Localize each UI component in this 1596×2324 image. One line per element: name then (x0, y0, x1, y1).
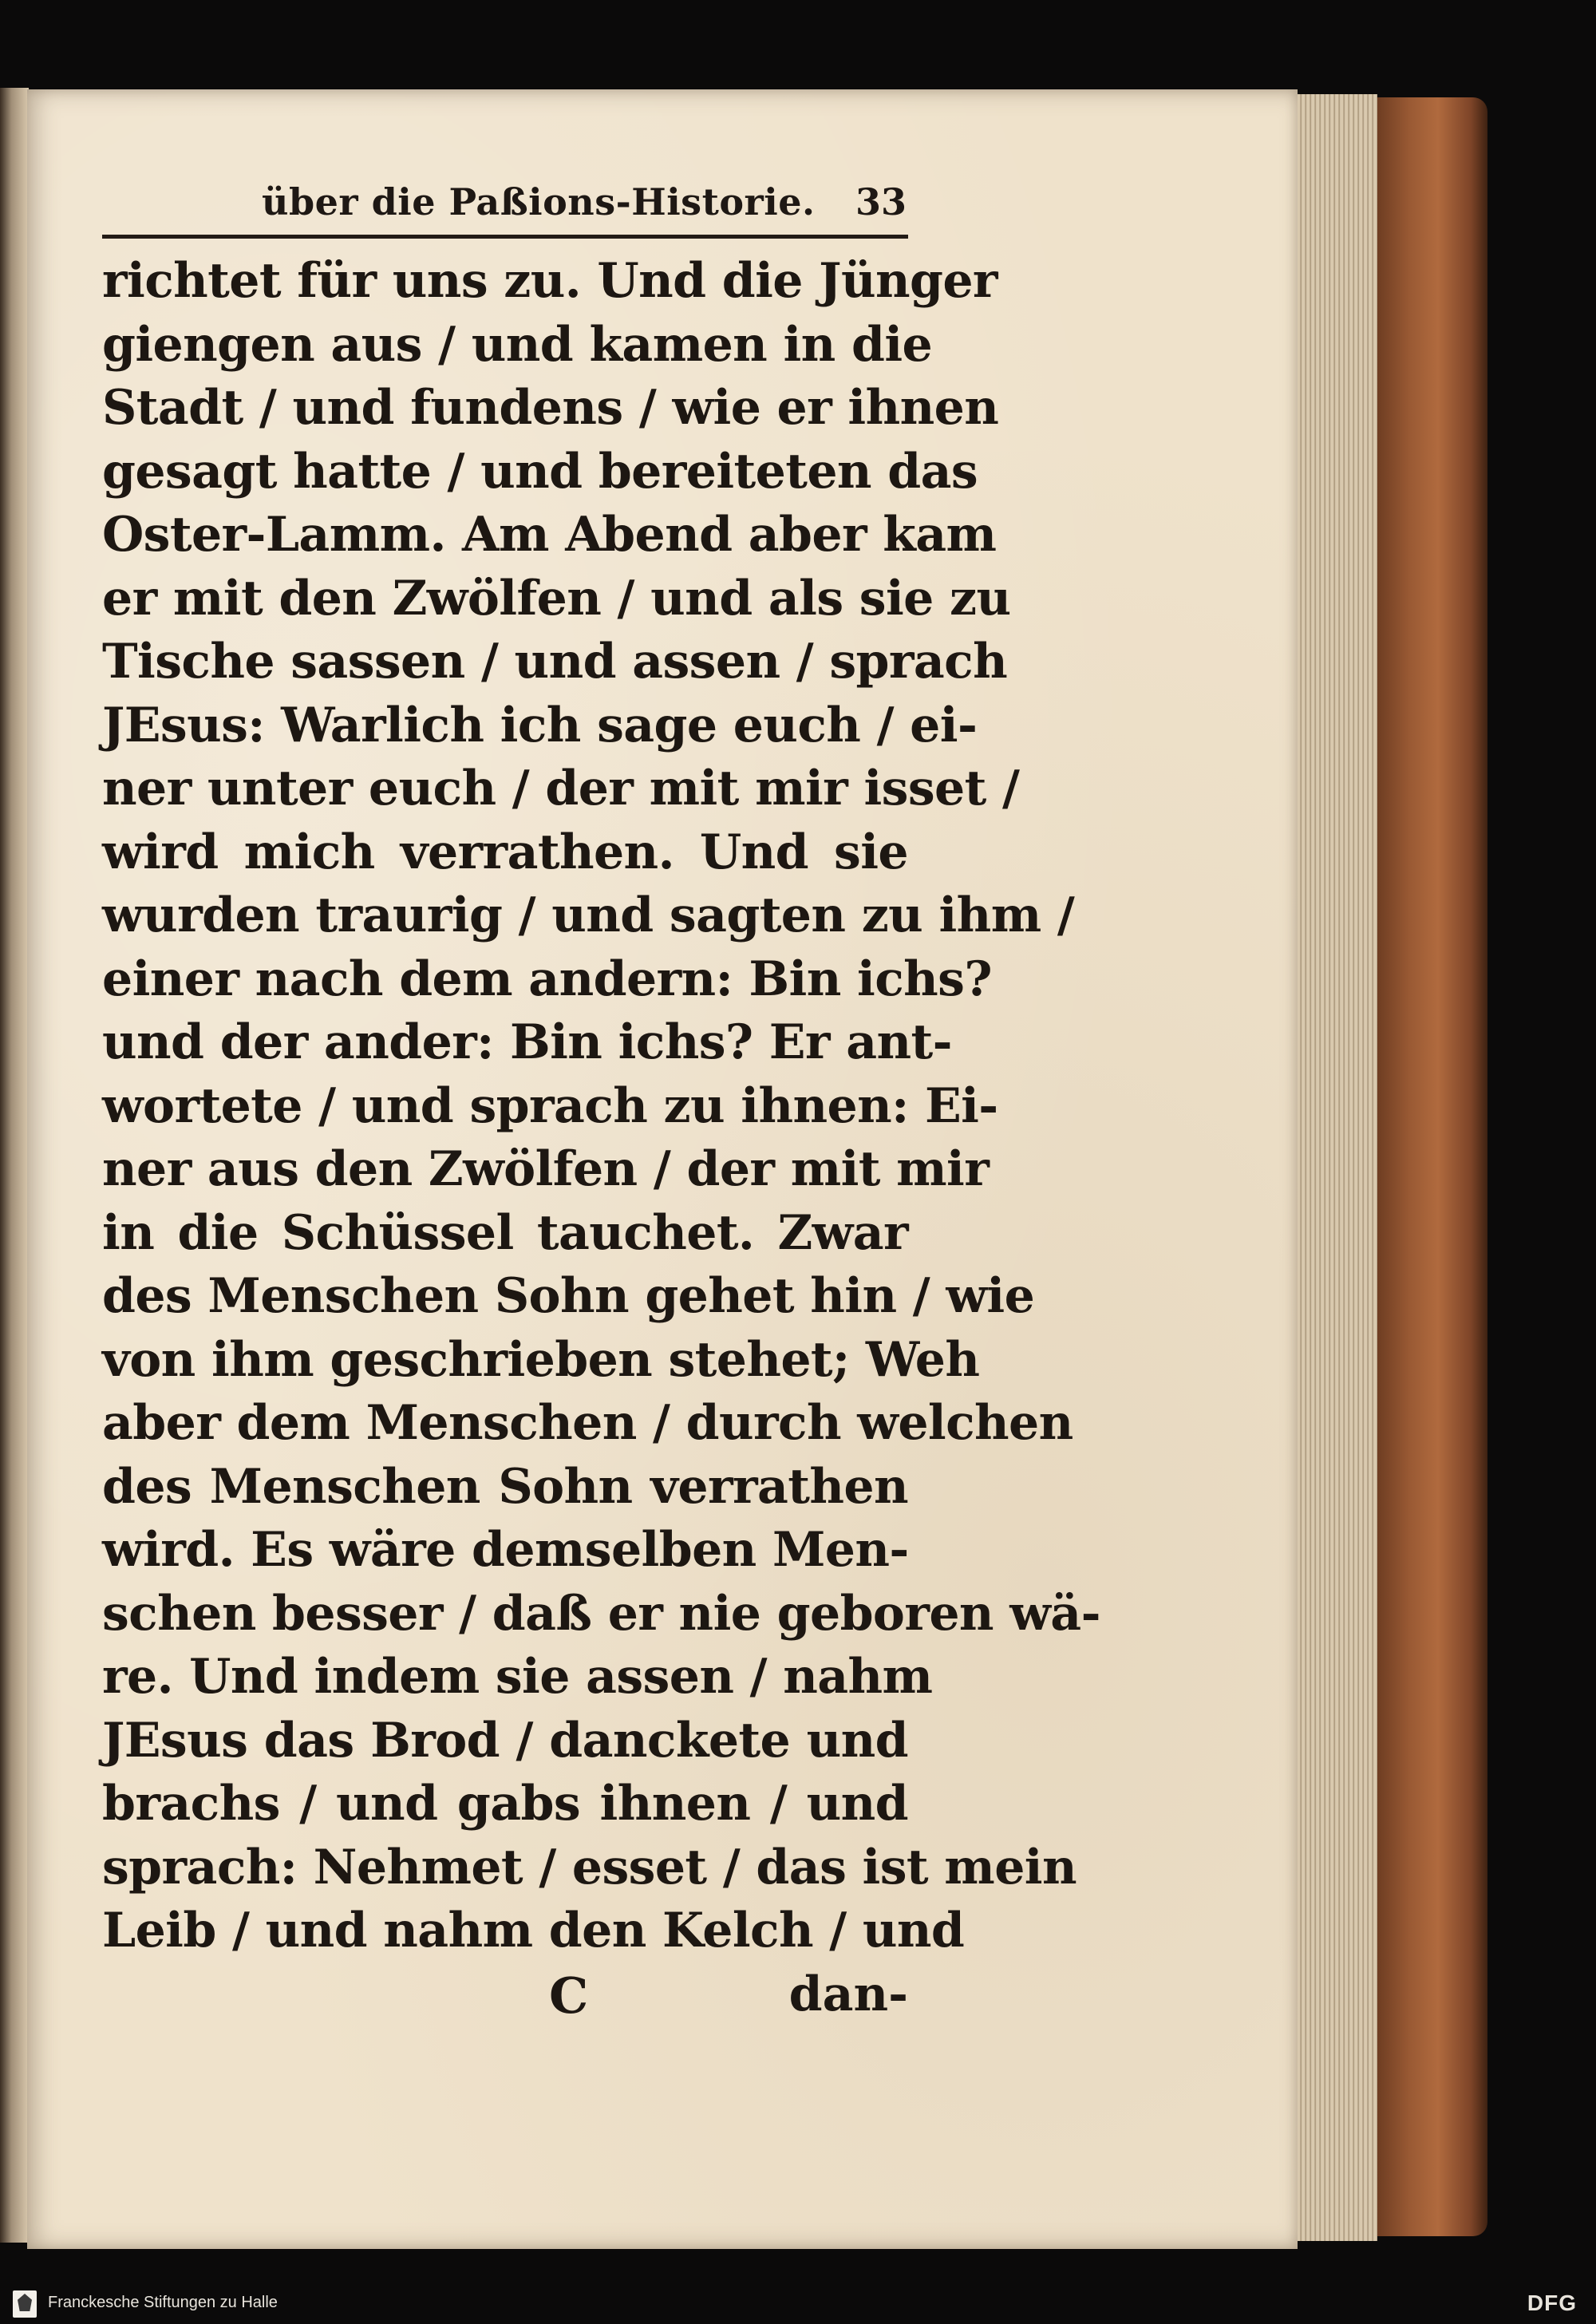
text-line: JEsus das Brod / danckete und (102, 1712, 908, 1769)
text-line: von ihm geschrieben stehet; Weh (102, 1331, 980, 1388)
text-line: sprach: Nehmet / esset / das ist mein (102, 1839, 1077, 1895)
text-line: Tische sassen / und assen / sprach (102, 634, 1008, 690)
text-line: JEsus: Warlich ich sage euch / ei- (102, 697, 978, 753)
catchword: dan- (788, 1966, 908, 2022)
text-block (102, 177, 1100, 2030)
text-line: richtet für uns zu. Und die Jünger (102, 253, 998, 309)
text-line: in die Schüssel tauchet. Zwar (102, 1204, 908, 1261)
institution-logo-icon (13, 2290, 37, 2318)
text-line: Oster-Lamm. Am Abend aber kam (102, 507, 997, 563)
text-line: schen besser / daß er nie geboren wä- (102, 1585, 1100, 1642)
text-line: wortete / und sprach zu ihnen: Ei- (102, 1077, 998, 1134)
text-line: re. Und indem sie assen / nahm (102, 1649, 933, 1705)
signature-mark: C (549, 1966, 589, 2025)
page-number: 33 (855, 180, 907, 223)
logo-glyph-icon (18, 2294, 32, 2311)
text-line: ner unter euch / der mit mir isset / (102, 761, 1020, 816)
previous-page-edge (0, 88, 29, 2243)
text-line: wurden traurig / und sagten zu ihm / (102, 887, 1075, 943)
running-head (102, 177, 908, 230)
signature-line (102, 1966, 908, 2030)
text-line: des Menschen Sohn gehet hin / wie (102, 1268, 1035, 1324)
text-line: ner aus den Zwölfen / der mit mir (102, 1141, 990, 1197)
body-text (102, 250, 1100, 1963)
text-line: aber dem Menschen / durch welchen (102, 1395, 1073, 1451)
text-line: Stadt / und fundens / wie er ihnen (102, 380, 999, 436)
footer-institution: Franckesche Stiftungen zu Halle (48, 2294, 278, 2311)
head-rule (102, 235, 908, 239)
viewer-footer (0, 2284, 1596, 2324)
text-line: er mit den Zwölfen / und als sie zu (102, 570, 1011, 626)
book-cover-edge (1377, 97, 1487, 2236)
text-line: Leib / und nahm den Kelch / und (102, 1903, 965, 1958)
dfg-logo: DFG (1527, 2290, 1577, 2315)
text-line: giengen aus / und kamen in die (102, 316, 933, 373)
text-line: gesagt hatte / und bereiteten das (102, 443, 978, 500)
text-line: wird mich verrathen. Und sie (102, 824, 908, 880)
text-line: brachs / und gabs ihnen / und (102, 1776, 908, 1832)
text-line: einer nach dem andern: Bin ichs? (102, 951, 992, 1007)
text-line: und der ander: Bin ichs? Er ant- (102, 1014, 952, 1070)
running-head-title: über die Paßions-Historie. (262, 180, 816, 223)
text-line: des Menschen Sohn verrathen (102, 1458, 908, 1515)
text-line: wird. Es wäre demselben Men- (102, 1522, 909, 1578)
page-edges-stack (1298, 94, 1377, 2241)
